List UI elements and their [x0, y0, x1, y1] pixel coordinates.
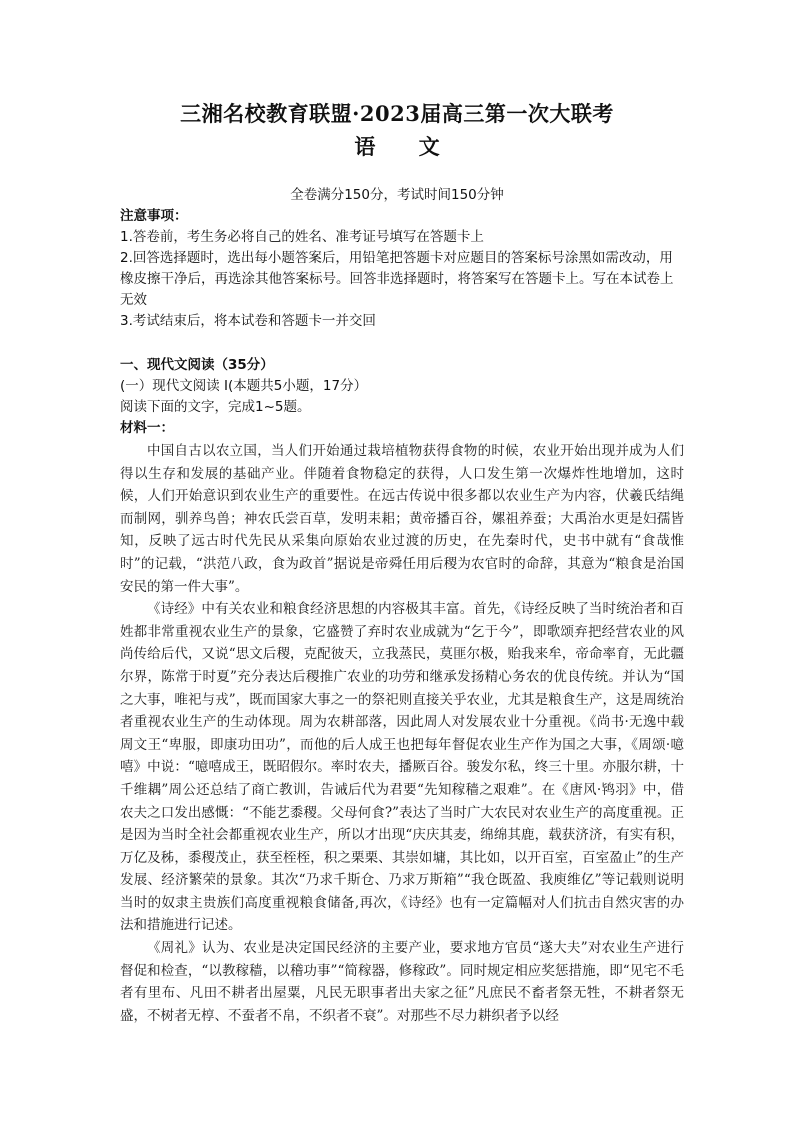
exam-title: 三湘名校教育联盟·2023届高三第一次大联考 — [180, 101, 614, 126]
note-item: 1.答卷前，考生务必将自己的姓名、准考证号填写在答题卡上 — [120, 229, 484, 245]
passage-paragraph: 中国自古以农立国，当人们开始通过栽培植物获得食物的时候，农业开始出现并成为人们得以生存和发展的基础产业。伴随着食物稳定的获得，人口发生第一次爆炸性地增加，这时候，人们开始意识到农业生产的重要性。在远古传说中很多都以农业生产为内容，伏羲氏结绳而制网，驯养鸟兽；神农氏尝百草，发明耒耜；黄帝播百谷，嫘祖养蚕；大禹治水更是妇孺皆知，反映了远古时代先民从采集向原始农业过渡的历史，在先秦时代，史书中就有“食哉惟时”的记载，“洪范八政，食为政首”据说是帝舜任用后稷为农官时的命辞，其意为“粮食是治国安民的第一件大事”。 — [120, 443, 684, 595]
reading-passage — [120, 440, 684, 1027]
material-label: 材料一： — [120, 420, 174, 436]
note-item: 3.考试结束后，将本试卷和答题卡一并交回 — [120, 313, 376, 329]
section-header — [120, 355, 686, 439]
notes-heading: 注意事项： — [120, 208, 188, 224]
passage-paragraph: 《诗经》中有关农业和粮食经济思想的内容极其丰富。首先，《诗经反映了当时统治者和百姓都非常重视农业生产的景象，它盛赞了弃时农业成就为“乞于今”，即歌颂弃把经营农业的风尚传给后代，又说“思文后稷，克配彼天，立我蒸民，莫匪尔极，贻我来牟，帝命率育，无此疆尔界，陈常于时夏”充分表达后稷推广农业的功劳和继承发扬精心务农的优良传统。并认为“国之大事，唯祀与戎”，既而国家大事之一的祭祀则直接关乎农业，尤其是粮食生产，这是周统治者重视农业生产的生动体现。周为农耕部落，因此周人对发展农业十分重视。《尚书·无逸中载周文王“卑服，即康功田功”，而他的后人成王也把每年督促农业生产作为国之大事，《周颂·噫嘻》中说：“噫嘻成王，既昭假尔。率时农夫，播厥百谷。骏发尔私，终三十里。亦服尔耕，十千维耦”周公还总结了商亡教训，告诫后代为君要“先知稼穑之艰难”。在《唐风·鸨羽》中，借农夫之口发出感慨：“不能艺黍稷。父母何食?”表达了当时广大农民对农业生产的高度重视。正是因为当时全社会都重视农业生产，所以才出现“庆庆其麦，绵绵其鹿，载获济济，有实有积，万亿及秭，黍稷茂止，获至桎桎，积之栗栗、其崇如墉，其比如，以开百室，百室盈止”的生产发展、经济繁荣的景象。其次“乃求千斯仓、乃求万斯箱”“我仓既盈、我庾维亿”等记载则说明当时的奴隶主贵族们高度重视粮食储备,再次，《诗经》也有一定篇幅对人们抗击自然灾害的办法和措施进行记述。 — [120, 601, 684, 934]
section-heading: 一、现代文阅读（35分） — [120, 357, 274, 373]
subject-title: 语 文 — [354, 134, 458, 159]
section-subheading: (一）现代文阅读 I(本题共5小题，17分） — [120, 378, 368, 394]
passage-paragraph: 《周礼》认为、农业是决定国民经济的主要产业，要求地方官员“遂大夫”对农业生产进行督促和检查，“以教稼穑，以稽功事”“简稼器，修稼政”。同时规定相应奖惩措施，即“见宅不毛者有里布、凡田不耕者出屋粟，凡民无职事者出夫家之征”凡庶民不畜者祭无牲，不耕者祭无盛，不树者无椁、不蚕者不帛，不织者不衰”。对那些不尽力耕织者予以经 — [120, 940, 684, 1024]
notes-block — [120, 206, 686, 332]
exam-info: 全卷满分150分，考试时间150分钟 — [290, 187, 504, 203]
note-item: 2.回答选择题时，选出每小题答案后，用铅笔把答题卡对应题目的答案标号涂黑如需改动，用橡皮擦干净后，再选涂其他答案标号。回答非选择题时，将答案写在答题卡上。写在本试卷上无效 — [120, 250, 674, 308]
section-instruction: 阅读下面的文字，完成1~5题。 — [120, 399, 311, 415]
